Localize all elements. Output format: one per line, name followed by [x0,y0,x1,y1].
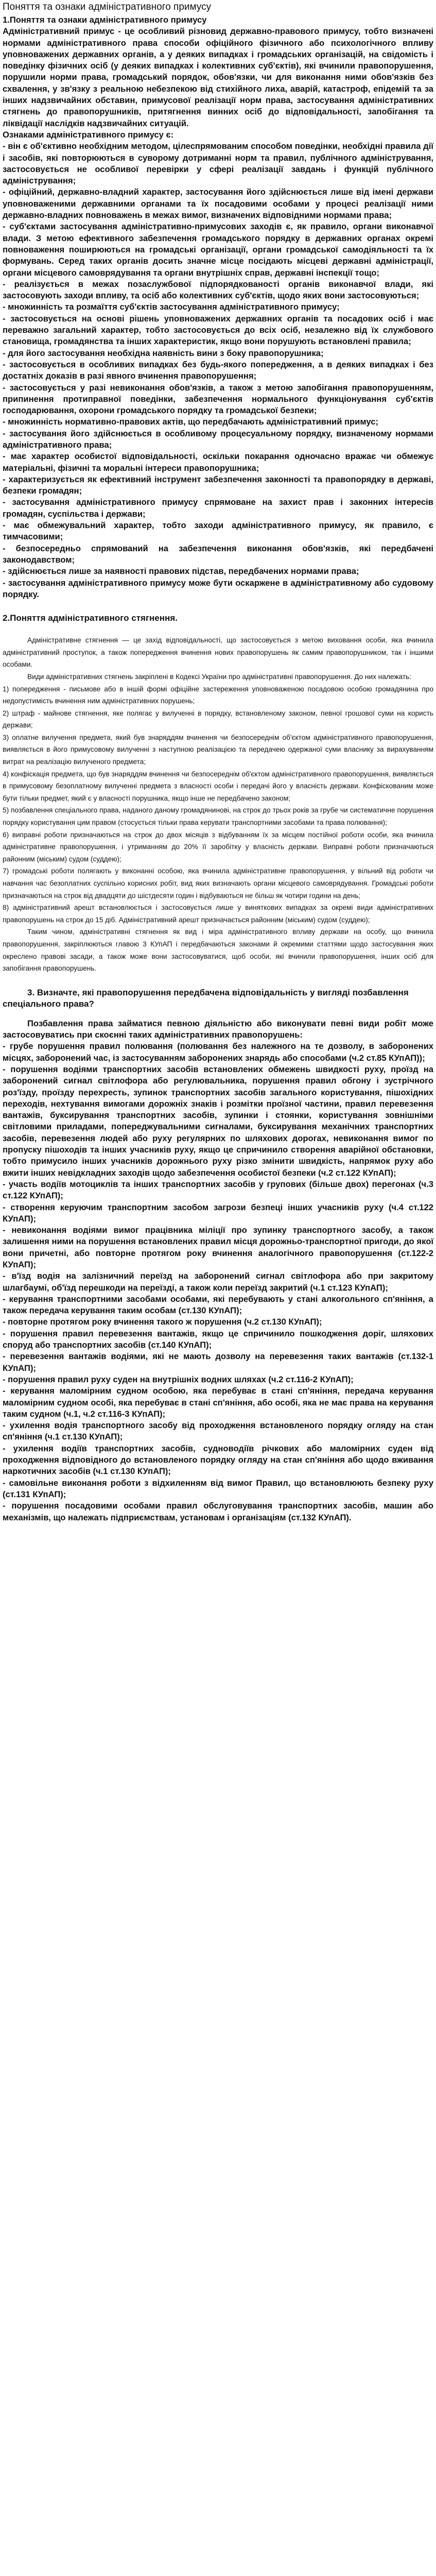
list-item: - застосовується на основі рішень уповноважених державних органів та посадових осіб і має переважно загальний характер, тобто застосовується до всіх осіб, незалежно від їх службового становища, громадянства та інших характеристик, якщо вони порушують встановлені правила; [3,313,433,347]
list-item: - для його застосування необхідна наявність вини з боку правопорушника; [3,348,324,358]
paragraph: Позбавлення права займатися певною діяльністю або виконувати певні види робіт може застосовуватись при скоєнні таких адміністративних правопорушень: [3,1018,433,1040]
list-item: - суб'єктами застосування адміністративно-примусових заходів є, як правило, органи виконавчої влади. З метою ефективного забезпечення громадського порядку в державних органах окремі повноваження поширюються на громадські організації, органи громадської самодіяльності та їх формувань. Серед таких органів досить значне місце посідають місцеві державні адміністрації, органи місцевого самоврядування та органи внутрішніх справ, державні інспекції тощо; [3,222,433,278]
list-item: - самовільне виконання роботи з відхиленням від вимог Правил, що встановлюють безпеку руху (ст.131 КУпАП); [3,1478,433,1499]
list-item: - керування маломірним судном особою, яка перебуває в стані сп'яніння, передача керування маломірним судном особі, яка перебуває в стані сп'яніння, або особі, яка не має права на керування таким судном (ч.1, ч.2 ст.116-3 КУпАП); [3,1386,433,1419]
section-2-heading: 2.Поняття адміністративного стягнення. [3,613,178,623]
list-item: - створення керуючим транспортним засобом загрози безпеці інших учасників руху (ч.4 ст.122 КУпАП); [3,1202,433,1224]
list-item: 4) конфіскація предмета, що був знаряддям вчинення чи безпосереднім об'єктом адміністративного правопорушення, виявляється в примусовому безоплатному вилученні предмета з власності особи і передачі його у власність держави. Конфіскованим може бути тільки предмет, який є у власності порушника, якщо інше не передбачено законом; [3,770,433,802]
list-item: - безпосередньо спрямований на забезпечення виконання обов'язків, які передбачені законодавством; [3,543,433,565]
list-item: - здійснюється лише за наявності правових підстав, передбачених нормами права; [3,566,359,577]
list-item: - ухилення водія транспортного засобу від проходження встановленого порядку огляду на стан сп'яніння (ч.1 ст.130 КУпАП); [3,1420,433,1442]
list-item: - в'їзд водія на залізничний переїзд на заборонений сигнал світлофора або при закритому шлагбаумі, об'їзд перешкоди на переїзді, а також коли переїзд закритий (ч.1 ст.123 КУпАП); [3,1271,433,1293]
list-item: - застосування адміністративного примусу може бути оскаржене в адміністративному або судовому порядку. [3,578,433,599]
list-item: 3) оплатне вилучення предмета, який був знаряддям вчинення чи безпосереднім об'єктом адміністративного правопорушення, виявляється в його примусовому вилученні з наступною реалізацією та передачею одержаної суми власнику за вирахуванням витрат на реалізацію вилученого предмета; [3,733,433,766]
list-item: - він є об'єктивно необхідним методом, цілеспрямованим способом поведінки, необхідні правила дії і засобів, які повторюються в суворому дотриманні норм та правил, публічного адміністрування, застосовується не особливої перевірки у сфері реалізації завдань і функцій публічного адміністрування; [3,141,433,186]
list-item: - грубе порушення правил полювання (полювання без належного на те дозволу, в заборонених місцях, заборонений час, із застосуванням заборонених знарядь або способами (ч.2 ст.85 КУпАП)); [3,1041,433,1063]
list-item: - порушення правил перевезення вантажів, якщо це спричинило пошкодження доріг, шляхових споруд або транспортних засобів (ст.140 КУпАП); [3,1328,433,1350]
list-item: - має обмежувальний характер, тобто заходи адміністративного примусу, як правило, є тимчасовими; [3,520,433,542]
list-item: - застосовується в особливих випадках без будь-якого попередження, а в деяких випадках і без достатніх доказів в разі явного вчинення правопорушення; [3,359,433,381]
list-item: - застосування його здійснюється в особливому процесуальному порядку, визначеному нормами адміністративного права; [3,428,433,450]
list-item: 8) адміністративний арешт встановлюється і застосовується лише у виняткових випадках за окремі види адміністративних правопорушень на строк до 15 діб. Адміністративний арешт призначається районним (міським) судом (суддею); [3,904,433,924]
list-item: - застосовується у разі невиконання обов'язків, а також з метою запобігання правопорушенням, припинення протиправної поведінки, забезпечення нормального функціонування суб'єктів господарювання, охорони громадського порядку та громадської безпеки; [3,382,433,416]
paragraph: Ознаками адміністративного примусу є: [3,129,174,140]
list-item: - порушення правил руху суден на внутрішніх водних шляхах (ч.2 ст.116-2 КУпАП); [3,1374,354,1384]
list-item: - невиконання водіями вимог працівника міліції про зупинку транспортного засобу, а також залишення ними на порушення встановлених правил місця дорожньо-транспортної пригоди, до якої вони причетні, або повторне протягом року вчинення аналогічного правопорушення (ст.122-2 КУпАП); [3,1225,433,1269]
document-title: Поняття та ознаки адміністративного примусу [3,2,212,12]
list-item: - повторне протягом року вчинення такого ж порушення (ч.2 ст.130 КУпАП); [3,1317,322,1327]
paragraph: Адміністративний примус - це особливий різновид державно-правового примусу, тобто визначені нормами адміністративного права способи офіційного фізичного або психологічного впливу уповноважених державних органів, а у деяких випадках і громадських організацій, на свідомість і поведінку фізичних осіб (у деяких випадках і колективних суб'єктів), які вчинили правопорушення, порушили норми права, громадський порядок, обов'язки, чи для виконання ними обов'язків без схвалення, у зв'язку з реальною небезпекою від стихійного лиха, аварій, катастроф, епідемій та за інших надзвичайних обставин, примусової реалізації норм права, застосування адміністративних стягнень до правопорушників, притягнення винних осіб до відповідальності, запобігання та ліквідації наслідків надзвичайних ситуацій. [3,26,433,128]
list-item: - перевезення вантажів водіями, які не мають дозволу на перевезення таких вантажів (ст.132-1 КУпАП); [3,1351,433,1373]
list-item: - участь водіїв мотоциклів та інших транспортних засобів у групових (більше двох) перегонах (ч.3 ст.122 КУпАП); [3,1179,433,1201]
section-1-body [3,14,433,600]
list-item: - має характер особистої відповідальності, оскільки покарання одночасно вражає чи обмежує матеріальні, фізичні та моральні інтереси правопорушника; [3,451,433,473]
list-item: 2) штраф - майнове стягнення, яке полягає у вилученні в порядку, встановленому законом, певної грошової суми на користь держави; [3,709,433,730]
list-item: 7) громадські роботи полягають у виконанні особою, яка вчинила адміністративне правопорушення, у вільний від роботи чи навчання час безоплатних суспільно корисних робіт, вид яких визначають органи місцевого самоврядування. Громадські роботи призначаються на строк від двадцяти до шістдесяти годин і відбуваються не більш як чотири години на день; [3,867,433,900]
paragraph: Таким чином, адміністративні стягнення як вид і міра адміністративного впливу держави на особу, що вчинила правопорушення, закріплюються главою 3 КУпАП і передбачаються законами й окремими статтями щодо застосування яких окреслено правові засади, а також може вони застосовуватися, щоб особи, які вчинили правопорушення, інших осіб для запобігання правопорушень. [3,928,433,973]
list-item: - реалізується в межах позаслужбової підпорядкованості органів виконавчої влади, які застосовують заходи впливу, та осіб або колективних суб'єктів, щодо яких вони застосовуються; [3,279,433,301]
section-3-heading-line: 3. Визначте, які правопорушення передбачена відповідальність у вигляді позбавлення спеціального права? [3,987,409,1009]
list-item: 5) позбавлення спеціального права, наданого даному громадянинові, на строк до трьох років за грубе чи систематичне порушення порядку користування цим правом (стосується тільки права керувати транспортними засобами та права полювання); [3,806,433,827]
list-item: - порушення посадовими особами правил обслуговування транспортних засобів, машин або механізмів, що належать підприємствам, установам і організаціям (ст.132 КУпАП). [3,1501,433,1522]
section-3-body [3,1018,433,1523]
list-item: - застосування адміністративного примусу спрямоване на захист прав і законних інтересів громадян, суспільства і держави; [3,497,433,519]
section-1-heading: 1.Поняття та ознаки адміністративного примусу [3,15,207,25]
paragraph: Адміністративне стягнення — це захід відповідальності, що застосовується з метою виховання особи, яка вчинила адміністративний проступок, а також попередження вчинення нових правопорушень як самим правопорушником, так і іншими особами. [3,636,433,669]
paragraph: Види адміністративних стягнень закріплені в Кодексі України про адміністративні правопорушення. До них належать: [27,672,412,681]
list-item: - офіційний, державно-владний характер, застосування його здійснюється лише від імені держави уповноваженими державними органами та їх посадовими особами у процесі реалізації ними державно-владних повноважень в межах вимог, визначених відповідними нормами права; [3,187,433,221]
list-item: - ухилення водіїв транспортних засобів, судноводіїв річкових або маломірних суден від проходження відповідного до встановленого порядку огляду на стан сп'яніння або щодо вживання наркотичних засобів (ч.1 ст.130 КУпАП); [3,1443,433,1477]
list-item: - множинність та розмаїття суб'єктів застосування адміністративного примусу; [3,302,340,312]
section-3-heading [3,987,433,1010]
list-item: 6) виправні роботи призначаються на строк до двох місяців з відбуванням їх за місцем постійної роботи особи, яка вчинила адміністративне правопорушення, і утриманням до 20% її заробітку у власність держави. Виправні роботи призначаються районним (міським) судом (суддею); [3,831,433,863]
list-item: - керування транспортними засобами особами, які перебувають у стані алкогольного сп'яніння, а також передача керування таким особам (ст.130 КУпАП); [3,1294,433,1316]
list-item: - множинність нормативно-правових актів, що передбачають адміністративний примус; [3,417,379,427]
list-item: 1) попередження - письмове або в іншій формі офіційне застереження уповноваженою посадовою особою громадянина про недопустимість вчинення ним адміністративних порушень; [3,685,433,705]
list-item: - порушення водіями транспортних засобів встановлених обмежень швидкості руху, проїзд на заборонений сигнал світлофора або регулювальника, порушення правил обгону і зустрічного роз'їзду, проїзду перехресть, зупинок транспортних засобів загального користування, пішохідних переходів, нехтування вимогами дорожніх знаків і розмітки проїзної частини, правил перевезення вантажів, буксирування транспортних засобів, зупинки і стоянки, користування зовнішніми світловими приладами, попереджувальними сигналами, букcирування механічних транспортних засобів, перевезення людей або руху регулярних по шляхових дорогах, невиконання вимог по пропуску пішоходів та інших учасників руху, якщо це спричинило створення аварійної обстановки, тобто примусило інших учасників дорожнього руху різко змінити швидкість, напрямок руху або вжити інших невідкладних заходів щодо забезпечення особистої безпеки (ч.2 ст.122 КУпАП); [3,1064,433,1178]
section-2-body [3,634,433,975]
list-item: - характеризується як ефективний інструмент забезпечення законності та правопорядку в державі, безпеки громадян; [3,474,433,496]
